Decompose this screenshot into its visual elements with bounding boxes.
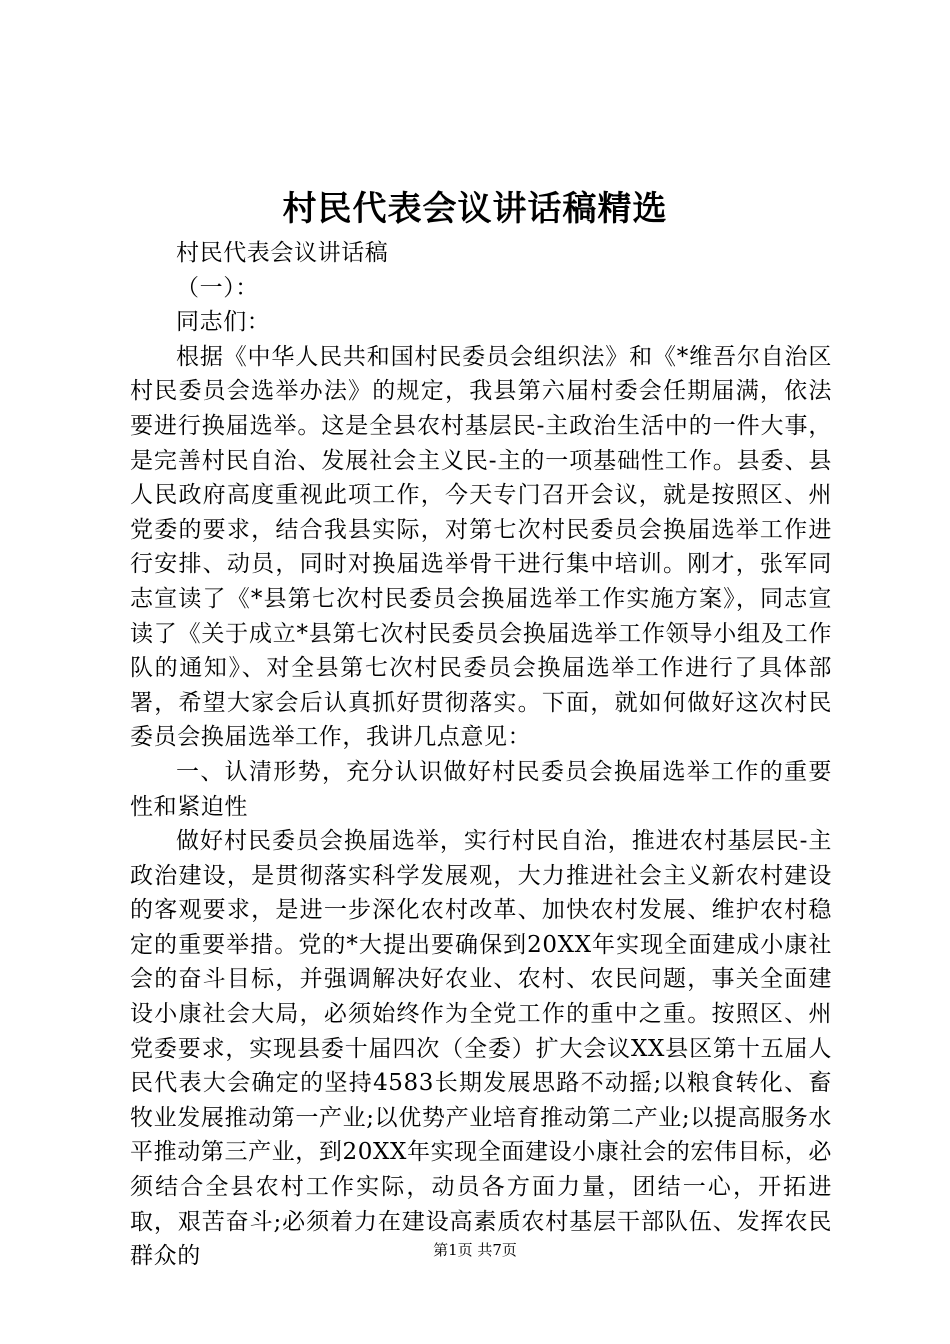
body-paragraph: 做好村民委员会换届选举，实行村民自治，推进农村基层民-主政治建设，是贯彻落实科学发展观，大力推进社会主义新农村建设的客观要求，是进一步深化农村改革、加快农村发展、维护农村稳定的重要举措。党的*大提出要确保到20XX年实现全面建成小康社会的奋斗目标，并强调解决好农业、农村、农民问题，事关全面建设小康社会大局，必须始终作为全党工作的重中之重。按照区、州党委要求，实现县委十届四次（全委）扩大会议XX县区第十五届人民代表大会确定的坚持4583长期发展思路不动摇;以粮食转化、畜牧业发展推动第一产业;以优势产业培育推动第二产业;以提高服务水平推动第三产业，到20XX年实现全面建设小康社会的宏伟目标，必须结合全县农村工作实际，动员各方面力量，团结一心，开拓进取，艰苦奋斗;必须着力在建设高素质农村基层干部队伍、发挥农民群众的 bbox=[130, 828, 832, 1270]
section-heading-paragraph: 一、认清形势，充分认识做好村民委员会换届选举工作的重要性和紧迫性 bbox=[130, 758, 832, 820]
section-number-paragraph: （一）： bbox=[176, 274, 259, 301]
page-footer: 第1页 共7页 bbox=[433, 1241, 517, 1259]
subtitle-paragraph: 村民代表会议讲话稿 bbox=[176, 240, 389, 266]
body-paragraph: 根据《中华人民共和国村民委员会组织法》和《*维吾尔自治区村民委员会选举办法》的规定，我县第六届村委会任期届满，依法要进行换届选举。这是全县农村基层民-主政治生活中的一件大事，是完善村民自治、发展社会主义民-主的一项基础性工作。县委、县人民政府高度重视此项工作，今天专门召开会议，就是按照区、州党委的要求，结合我县实际，对第七次村民委员会换届选举工作进行安排、动员，同时对换届选举骨干进行集中培训。刚才，张军同志宣读了《*县第七次村民委员会换届选举工作实施方案》，同志宣读了《关于成立*县第七次村民委员会换届选举工作领导小组及工作队的通知》、对全县第七次村民委员会换届选举工作进行了具体部署，希望大家会后认真抓好贯彻落实。下面，就如何做好这次村民委员会换届选举工作，我讲几点意见： bbox=[130, 343, 832, 751]
document-title: 村民代表会议讲话稿精选 bbox=[282, 189, 668, 229]
document-body bbox=[130, 236, 832, 1274]
salutation-paragraph: 同志们： bbox=[176, 309, 271, 336]
